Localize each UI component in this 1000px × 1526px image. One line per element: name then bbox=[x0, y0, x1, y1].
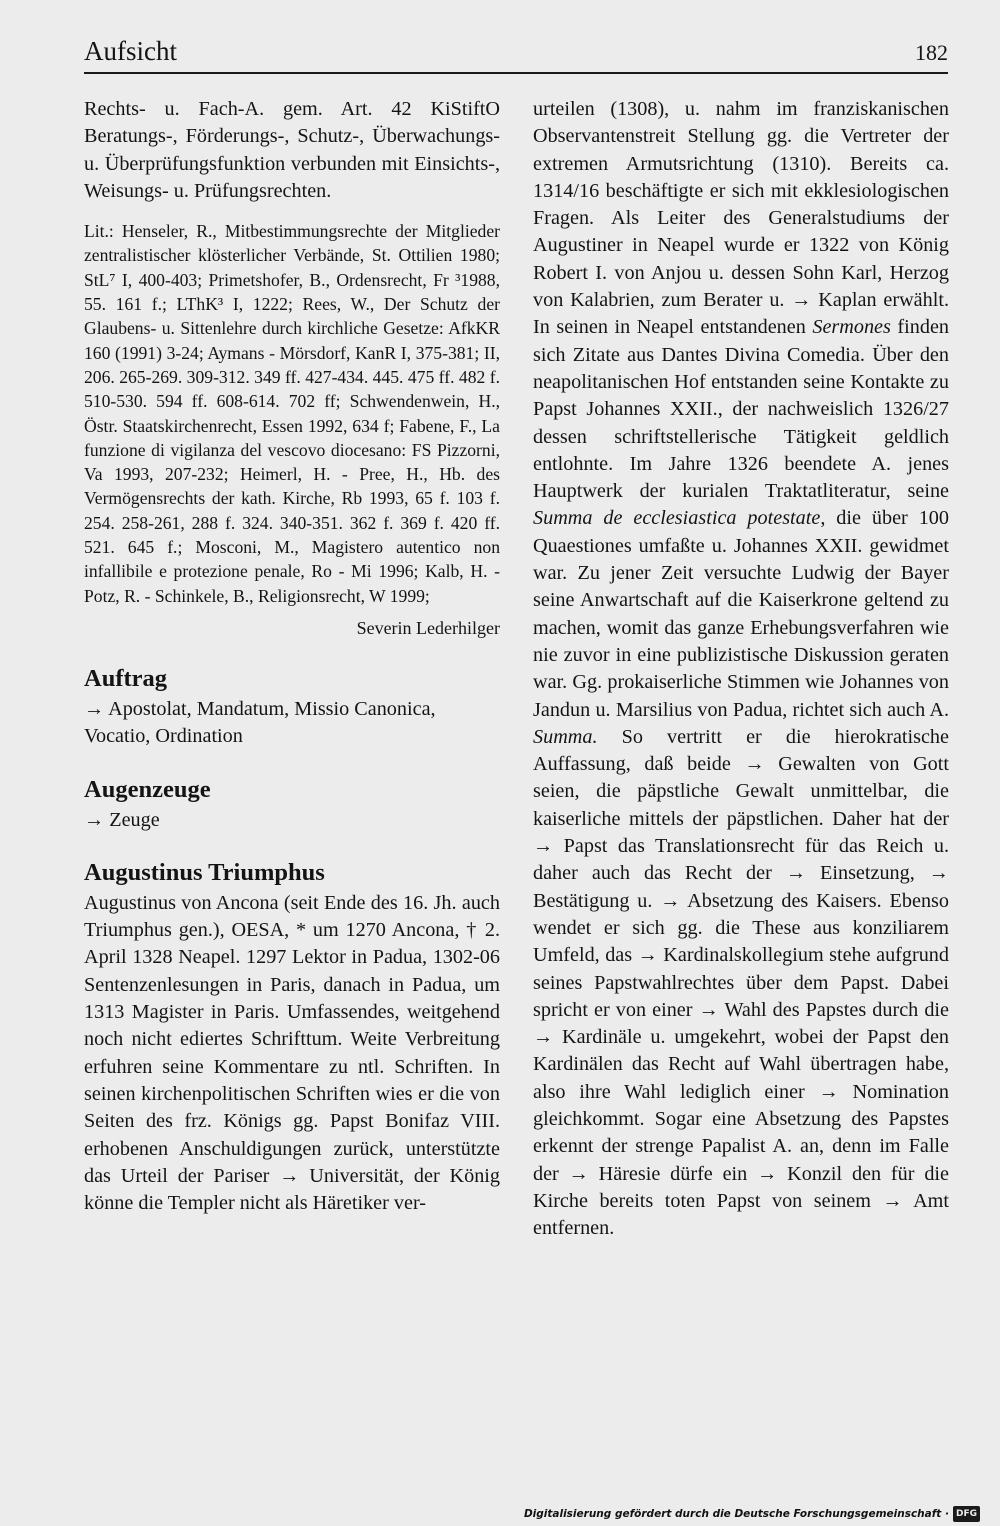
cross-reference-auftrag: → Apostolat, Mandatum, Missio Canonica, Vocatio, Ordination bbox=[84, 697, 436, 748]
page-header bbox=[84, 34, 948, 70]
right-column bbox=[533, 96, 949, 1242]
italic-title: Summa de ecclesiastica potestate bbox=[533, 507, 821, 530]
text-run: So vertritt er die hierokratische Auffassung, daß beide → Gewalten von Gott seien, die päpstliche Gewalt unmittelbar, die kaiserliche mittels der päpstlichen. Daher hat der → Papst das Translationsrecht für das Reich u. daher auch das Recht der → Einsetzung, → Bestätigung u. → Absetzung des Kaisers. Ebenso wendet er sich gg. die These aus konziliarem Umfeld, das → Kardinalskollegium stehe aufgrund seines Papstwahlrechtes über dem Papst. Dabei spricht er von einer → Wahl des Papstes durch die → Kardinäle u. umgekehrt, wobei der Papst den Kardinälen das Recht auf Wahl übertragen habe, also ihre Wahl lediglich einer → Nomination gleichkommt. Sogar eine Absetzung des Papstes erkennt der strenge Papalist A. an, denn im Falle der → Häresie dürfe ein → Konzil den für die Kirche bereits toten Papst von seinem → Amt entfernen. bbox=[533, 725, 949, 1240]
literature-block: Lit.: Henseler, R., Mitbestimmungsrechte der Mitglieder zentralistischer klösterlicher Verbände, St. Ottilien 1980; StL⁷ I, 400-403; Primetshofer, B., Ordensrecht, Fr ³1988, 55. 161 f.; LThK³ I, 1222; Rees, W., Der Schutz der Glaubens- u. Sittenlehre durch kirchliche Gesetze: AfkKR 160 (1991) 3-24; Aymans - Mörsdorf, KanR I, 375-381; II, 206. 265-269. 309-312. 349 ff. 427-434. 445. 475 ff. 482 f. 510-530. 594 ff. 608-614. 702 ff; Schwendenwein, H., Östr. Staatskirchenrecht, Essen 1992, 634 f; Fabene, F., La funzione di vigilanza del vescovo diocesano: FS Pizzorni, Va 1993, 207-232; Heimerl, H. - Pree, H., Hb. des Vermögensrechts der kath. Kirche, Rb 1993, 65 f. 103 f. 254. 258-261, 288 f. 324. 340-351. 362 f. 369 f. 420 ff. 521. 645 f.; Mosconi, M., Magistero autentico non infallibile e protezione penale, Ro - Mi 1996; Kalb, H. - Potz, R. - Schinkele, B., Religionsrecht, W 1999; bbox=[84, 221, 500, 606]
running-head: Aufsicht bbox=[84, 36, 177, 66]
paragraph-augustinus-continued bbox=[533, 96, 949, 1242]
digitization-footer bbox=[524, 1506, 980, 1522]
author-signature: Severin Lederhilger bbox=[356, 617, 500, 638]
text-run: , die über 100 Quaestiones umfaßte u. Johannes XXII. gewidmet war. Zu jener Zeit versuchte Ludwig der Bayer seine Anwartschaft auf die Kaiserkrone geltend zu machen, womit das ganze Erhebungsverfahren wie nie zuvor in eine publizistische Diskussion geraten war. Gg. prokaiserliche Stimmen wie Johannes von Jandun u. Marsilius von Padua, richtet sich auch A. bbox=[533, 507, 949, 721]
header-rule bbox=[84, 72, 948, 74]
footer-text: Digitalisierung gefördert durch die Deutsche Forschungsgemeinschaft · bbox=[523, 1508, 949, 1520]
text-run: urteilen (1308), u. nahm im franziskanischen Observantenstreit Stellung gg. die Vertreter der extremen Armutsrichtung (1310). Bereits ca. 1314/16 beschäftigte er sich mit ekklesiologischen Fragen. Als Leiter des Generalstudiums der Augustiner in Neapel wurde er 1322 von König Robert I. von Anjou u. dessen Sohn Karl, Herzog von Kalabrien, zum Berater u. → Kaplan erwählt. In seinen in Neapel entstandenen bbox=[533, 98, 949, 339]
entry-heading-auftrag: Auftrag bbox=[84, 664, 168, 692]
cross-reference-augenzeuge: → Zeuge bbox=[84, 808, 160, 831]
paragraph-augustinus: Augustinus von Ancona (seit Ende des 16. Jh. auch Triumphus gen.), OESA, * um 1270 Ancona, † 2. April 1328 Neapel. 1297 Lektor in Padua, 1302-06 Sentenzenlesungen in Paris, danach in Padua, um 1313 Magister in Paris. Umfassendes, weitgehend noch nicht ediertes Schrifttum. Weite Verbreitung erfuhren seine Kommentare zu ntl. Schriften. In seinen kirchenpolitischen Schriften wies er die von Seiten des frz. Königs gg. Papst Bonifaz VIII. erhobenen Anschuldigungen zurück, unterstützte das Urteil der Pariser → Universität, der König könne die Templer nicht als Häretiker ver- bbox=[84, 891, 500, 1215]
italic-title: Summa. bbox=[533, 725, 598, 748]
paragraph-aufsicht-end: Rechts- u. Fach-A. gem. Art. 42 KiStiftO Beratungs-, Förderungs-, Schutz-, Überwachungs- u. Überprüfungsfunktion verbunden mit Einsichts-, Weisungs- u. Prüfungsrechten. bbox=[84, 98, 500, 202]
entry-heading-augustinus: Augustinus Triumphus bbox=[84, 858, 325, 886]
dfg-logo: DFG bbox=[953, 1506, 980, 1522]
text-run: finden sich Zitate aus Dantes Divina Comedia. Über den neapolitanischen Hof entstanden seine Kontakte zu Papst Johannes XXII., der nachweislich 1326/27 dessen schriftstellerische Tätigkeit geldlich entlohnte. Im Jahre 1326 beendete A. jenes Hauptwerk der kurialen Traktatliteratur, seine bbox=[533, 316, 949, 503]
italic-title: Sermones bbox=[812, 316, 891, 339]
left-column bbox=[84, 96, 500, 1217]
entry-heading-augenzeuge: Augenzeuge bbox=[84, 775, 211, 803]
page-number: 182 bbox=[915, 40, 948, 65]
